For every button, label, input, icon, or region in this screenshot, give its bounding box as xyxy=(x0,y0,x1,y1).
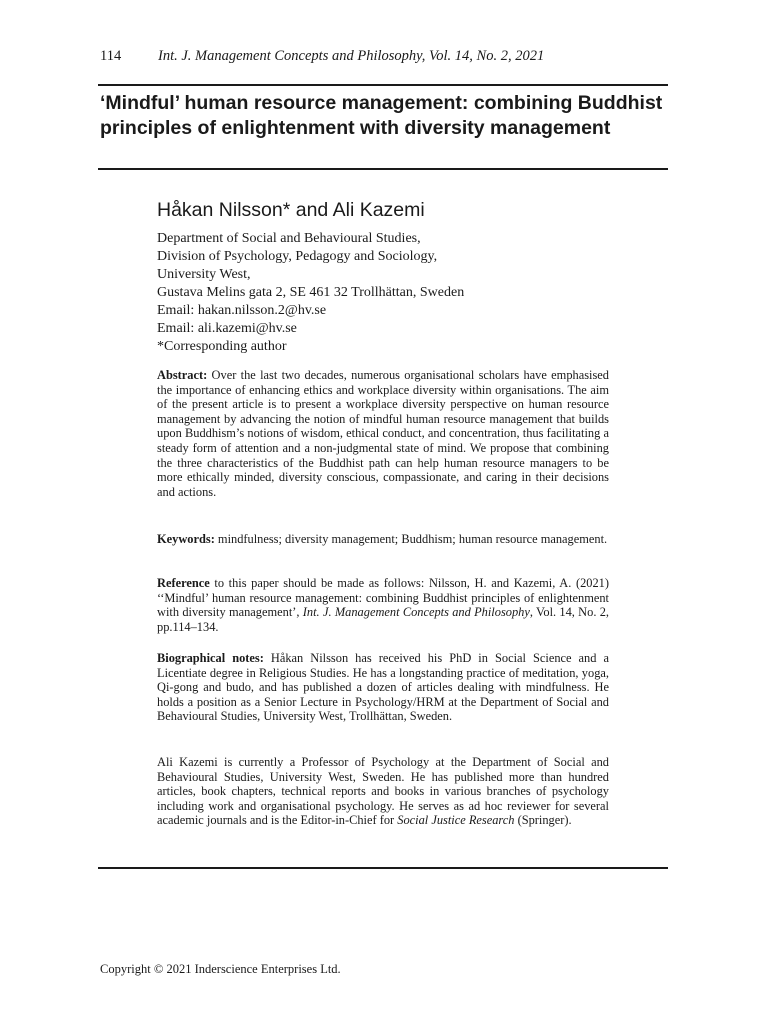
affiliation-university: University West, xyxy=(157,267,251,282)
article-title: ‘Mindful’ human resource management: combining Buddhist principles of enlightenment with diversity management xyxy=(100,92,663,139)
bio-kazemi xyxy=(157,755,609,828)
bio-label: Biographical notes: xyxy=(157,651,264,665)
affiliation-email-2: Email: ali.kazemi@hv.se xyxy=(157,321,297,336)
bio-nilsson: Håkan Nilsson has received his PhD in Social Science and a Licentiate degree in Religious Studies. He has a longstanding practice of meditation, yoga, Qi-gong and budo, and has published a dozen of articles dealing with mindfulness. He holds a position as a Senior Lecture in Psychology/HRM at the Department of Social and Behavioural Studies, University West, Trollhättan, Sweden. xyxy=(157,651,609,724)
title-rule xyxy=(98,168,668,170)
running-header xyxy=(100,47,668,65)
bio-kazemi-end: (Springer). xyxy=(514,813,572,828)
biographical-notes xyxy=(157,651,609,724)
keywords-label: Keywords: xyxy=(157,532,215,546)
reference-volume: , Vol. 14, No. 2, pp.114–134. xyxy=(157,605,610,634)
top-rule xyxy=(98,84,668,86)
author-names: Håkan Nilsson* and Ali Kazemi xyxy=(157,199,425,221)
page-number: 114 xyxy=(100,48,122,64)
affiliation-block xyxy=(157,230,617,356)
reference xyxy=(157,576,609,634)
bio-kazemi-text: Ali Kazemi is currently a Professor of Psychology at the Department of Social and Behavioural Studies, University West, Sweden. He has published more than hundred articles, book chapters, technical reports and books in various branches of psychology including work and organisational psychology. He serves as ad hoc reviewer for several academic journals and is the Editor-in-Chief for xyxy=(157,755,609,828)
copyright-notice: Copyright © 2021 Inderscience Enterprises Ltd. xyxy=(100,962,341,976)
reference-journal: Int. J. Management Concepts and Philosophy xyxy=(302,605,530,620)
keywords-text: mindfulness; diversity management; Buddhism; human resource management. xyxy=(214,532,608,546)
journal-citation: Int. J. Management Concepts and Philosophy, Vol. 14, No. 2, 2021 xyxy=(158,48,545,64)
reference-label: Reference xyxy=(157,576,210,590)
abstract-label: Abstract: xyxy=(157,368,208,382)
corresponding-author-note: *Corresponding author xyxy=(157,339,287,354)
abstract-text: Over the last two decades, numerous organisational scholars have emphasised the importance of enhancing ethics and workplace diversity within organisations. The aim of the present article is to present a workplace diversity perspective on human resource management by advancing the notion of mindful human resource management that builds upon Buddhism’s notions of wisdom, ethical conduct, and concentration, thus facilitating a steady form of attention and a non-judgmental state of mind. We propose that combining the three characteristics of the Buddhist path can help human resource managers to be more ethically minded, diversity conscious, compassionate, and caring in their decisions and actions. xyxy=(157,368,609,499)
keywords xyxy=(157,532,609,547)
bio-kazemi-journal: Social Justice Research xyxy=(397,813,515,828)
abstract xyxy=(157,368,609,499)
reference-text: to this paper should be made as follows: Nilsson, H. and Kazemi, A. (2021) ‘‘Mindful’ human resource management: combining Buddhist principles of enlightenment with diversity management’, xyxy=(157,576,609,620)
affiliation-department: Department of Social and Behavioural Studies, xyxy=(157,231,421,246)
affiliation-division: Division of Psychology, Pedagogy and Sociology, xyxy=(157,249,438,264)
affiliation-address: Gustava Melins gata 2, SE 461 32 Trollhättan, Sweden xyxy=(157,285,465,300)
affiliation-email-1: Email: hakan.nilsson.2@hv.se xyxy=(157,303,327,318)
bottom-rule xyxy=(98,867,668,869)
